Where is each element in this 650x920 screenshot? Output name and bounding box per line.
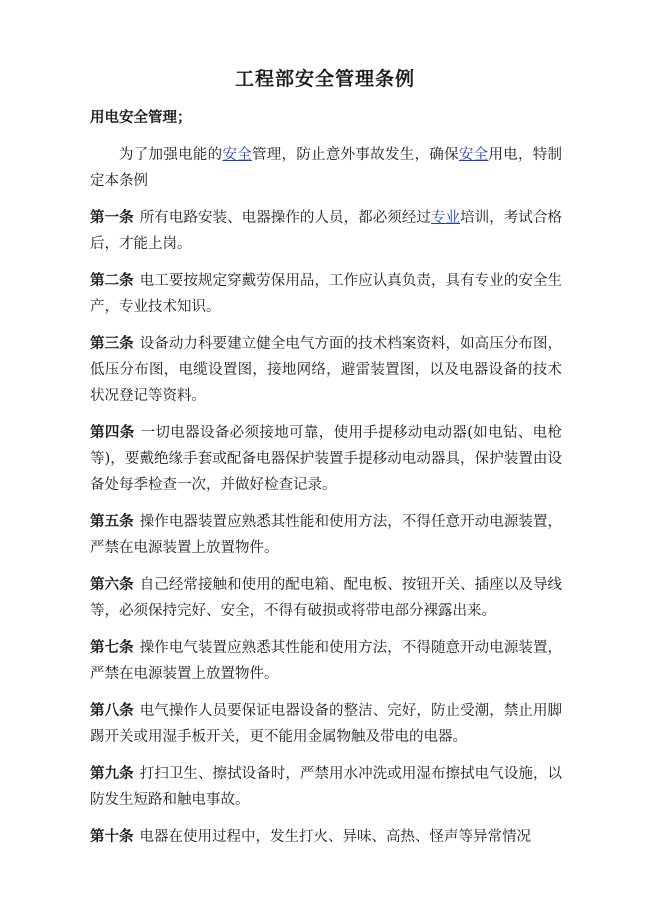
safety-link-2[interactable]: 安全 — [458, 147, 489, 163]
article-10 — [90, 824, 562, 850]
article-label: 第一条 — [90, 210, 134, 226]
article-9 — [90, 761, 562, 813]
intro-text-1: 为了加强电能的 — [119, 147, 223, 163]
article-text: 所有电路安装、电器操作的人员，都必须经过 — [139, 210, 431, 226]
professional-link[interactable]: 专业 — [431, 210, 461, 226]
article-2 — [90, 268, 562, 320]
article-label: 第七条 — [90, 640, 134, 656]
article-label: 第十条 — [90, 829, 134, 845]
intro-text-2: 管理，防止意外事故发生，确保 — [252, 147, 459, 163]
article-8 — [90, 698, 562, 750]
article-label: 第四条 — [90, 425, 135, 441]
article-text: 电气操作人员要保证电器设备的整洁、完好，防止受潮，禁止用脚踢开关或用湿手板开关，更不能用金属物触及带电的电器。 — [90, 703, 563, 745]
section-heading: 用电安全管理； — [90, 110, 192, 126]
article-text: 打扫卫生、擦拭设备时，严禁用水冲洗或用湿布擦拭电气设施，以防发生短路和触电事故。 — [90, 766, 563, 808]
article-label: 第三条 — [90, 336, 134, 352]
article-text: 电工要按规定穿戴劳保用品，工作应认真负责，具有专业的安全生产，专业技术知识。 — [90, 273, 563, 315]
intro-text-3: 用电，特制定本条例 — [90, 147, 563, 189]
article-1 — [90, 205, 562, 257]
article-label: 第五条 — [90, 514, 134, 530]
article-text: 操作电器装置应熟悉其性能和使用方法，不得任意开动电源装置，严禁在电源装置上放置物件。 — [90, 514, 563, 556]
safety-link-1[interactable]: 安全 — [222, 147, 252, 163]
document-title: 工程部安全管理条例 — [234, 68, 415, 90]
article-7 — [90, 635, 562, 687]
article-text: 操作电气装置应熟悉其性能和使用方法，不得随意开动电源装置，严禁在电源装置上放置物件。 — [90, 640, 563, 682]
article-4 — [90, 420, 562, 498]
article-label: 第二条 — [90, 273, 134, 289]
article-label: 第六条 — [90, 577, 134, 593]
article-text: 一切电器设备必须接地可靠，使用手提移动电动器(如电钻、电枪等)，要戴绝缘手套或配备电器保护装置手提移动电动器具，保护装置由设备处每季检查一次，并做好检查记录。 — [90, 425, 563, 493]
article-text: 自己经常接触和使用的配电箱、配电板、按钮开关、插座以及导线等，必须保持完好、安全，不得有破损或将带电部分裸露出来。 — [90, 577, 563, 619]
article-text: 设备动力科要建立健全电气方面的技术档案资料，如高压分布图，低压分布图，电缆设置图，接地网络，避雷装置图，以及电器设备的技术状况登记等资料。 — [90, 336, 563, 404]
article-6 — [90, 572, 562, 624]
article-label: 第八条 — [90, 703, 134, 719]
article-5 — [90, 509, 562, 561]
document-body — [90, 142, 562, 861]
article-label: 第九条 — [90, 766, 134, 782]
article-text: 培训，考试合格后，才能上岗。 — [90, 210, 563, 252]
intro-paragraph — [90, 142, 562, 194]
article-3 — [90, 331, 562, 409]
article-text: 电器在使用过程中，发生打火、异味、高热、怪声等异常情况 — [139, 829, 531, 845]
